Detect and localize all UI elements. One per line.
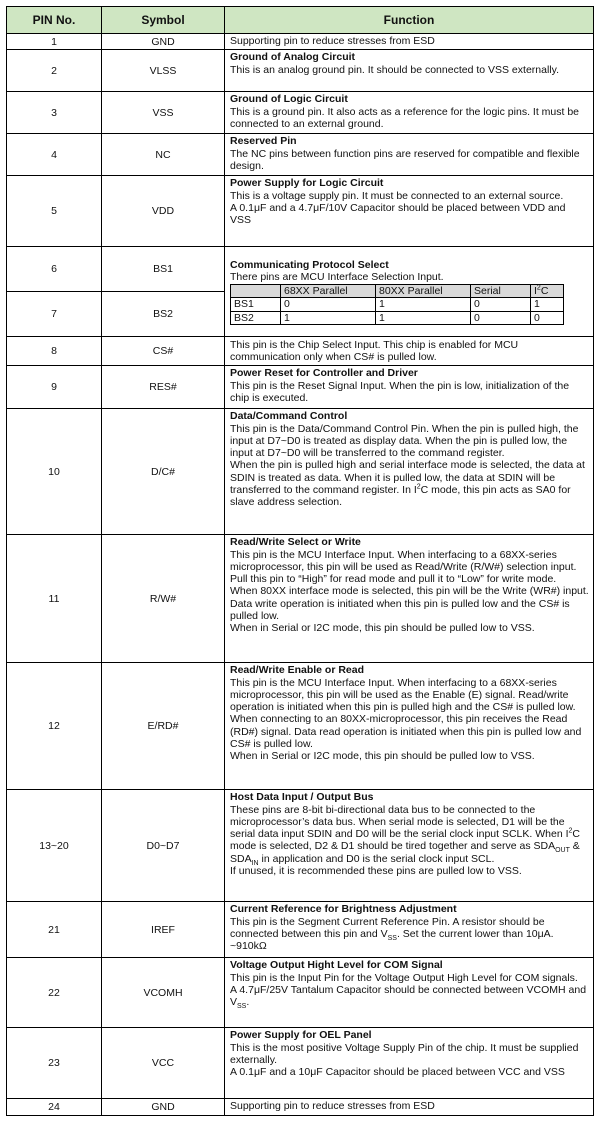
pin-function [225,1099,594,1115]
superscript: 2 [536,284,541,292]
pin-symbol: NC [102,134,225,176]
function-title: Power Supply for OEL Panel [230,1029,372,1042]
table-row [7,34,594,50]
pin-function [225,1028,594,1099]
pin-number: 11 [7,535,102,663]
text-run: . [246,996,250,1009]
pin-number: 22 [7,958,102,1028]
function-text: If unused, it is recommended these pins are pulled low to VSS. [230,865,522,878]
pin-number: 5 [7,176,102,247]
pin-function [225,790,594,902]
function-text: A 0.1μF and a 4.7μF/10V Capacitor should be placed between VDD and VSS [230,201,566,227]
bus-select-header: Serial [471,285,531,298]
text-run: C mode, this pin acts as SA0 for slave address selection. [230,484,571,509]
bus-select-table [230,284,564,325]
table-row [7,1099,594,1115]
pin-number: 1 [7,34,102,50]
pin-function-table [6,6,594,1116]
pin-symbol: BS2 [102,292,225,337]
pin-number: 2 [7,50,102,92]
header-pin-no: PIN No. [7,7,102,34]
pin-symbol: E/RD# [102,663,225,790]
function-text: A 0.1μF and a 10μF Capacitor should be placed between VCC and VSS [230,1066,565,1079]
function-text: This pin is the Chip Select Input. This chip is enabled for MCU communication only when CS# is pulled low. [230,338,519,363]
function-title: Reserved Pin [230,135,297,148]
function-title: Voltage Output Hight Level for COM Signal [230,959,443,972]
bus-select-cell: 1 [376,298,471,311]
function-text: There pins are MCU Interface Selection Input. [230,270,444,283]
text-run: These pins are 8-bit bi-directional data bus to be connected to the microprocessor’s data bus. When serial mode is selected, D1 will be the serial data input SDIN and D0 will be the serial clock input SCLK. When I [230,803,569,841]
table-row [7,366,594,409]
pin-number: 12 [7,663,102,790]
function-text [230,459,589,508]
bus-select-header-row [231,285,564,298]
bus-select-cell: 1 [531,298,564,311]
pin-function [225,92,594,134]
pin-table-container [6,6,594,1133]
superscript: 2 [416,483,421,491]
pin-function [225,409,594,535]
pin-function [225,663,594,790]
text-run: A 4.7μF/25V Tantalum Capacitor should be connected between VCOMH and V [230,983,587,1009]
table-row [7,176,594,247]
table-row [7,958,594,1028]
function-text: This pin is the Data/Command Control Pin. When the pin is pulled high, the input at D7~D0 is treated as display data. When the pin is pulled low, the input at D7~D0 will be transferred to the command register. [230,422,579,460]
function-title: Ground of Analog Circuit [230,51,356,64]
text-run: . Set the current lower than 10μA. ~910kΩ [230,927,554,953]
function-text: The NC pins between function pins are reserved for compatible and flexible design. [230,147,580,172]
bus-select-header [531,285,564,298]
pin-number: 21 [7,902,102,958]
function-title: Power Reset for Controller and Driver [230,367,418,380]
pin-symbol: D0~D7 [102,790,225,902]
function-text: Supporting pin to reduce stresses from ESD [230,1100,435,1113]
pin-number: 3 [7,92,102,134]
header-function: Function [225,7,594,34]
pin-symbol: VSS [102,92,225,134]
pin-symbol: BS1 [102,247,225,292]
text-run: This pin is the Segment Current Reference Pin. A resistor should be connected between this pin and V [230,915,545,940]
function-title: Power Supply for Logic Circuit [230,177,384,190]
table-header-row [7,7,594,34]
pin-number: 13~20 [7,790,102,902]
function-title: Ground of Logic Circuit [230,93,348,106]
bus-select-cell: 1 [281,311,376,324]
table-row [7,409,594,535]
bus-select-row [231,298,564,311]
function-text: When 80XX interface mode is selected, this pin will be the Write (WR#) input. Data write operation is initiated when this pin is pulled low and the CS# is pulled low. [230,585,589,623]
pin-symbol: GND [102,34,225,50]
text-run: & SDA [230,840,580,865]
pin-symbol: VDD [102,176,225,247]
function-text: This is an analog ground pin. It should be connected to VSS externally. [230,63,560,76]
function-text [230,916,589,953]
pin-function [225,902,594,958]
function-text: This is the most positive Voltage Supply Pin of the chip. It must be supplied externally. [230,1041,579,1066]
pin-function [225,535,594,663]
function-text: This pin is the MCU Interface Input. When interfacing to a 68XX-series microprocessor, this pin will be used as Read/Write (R/W#) selection input. Pull this pin to “High” for read mode and pull it to “Low” for write mode. [230,548,577,586]
bus-select-cell: 1 [376,311,471,324]
pin-symbol: R/W# [102,535,225,663]
function-title: Read/Write Enable or Read [230,664,365,677]
text-run: in application and D0 is the serial clock input SCL. [258,852,495,865]
function-title: Data/Command Control [230,410,348,423]
bus-select-header [231,285,281,298]
function-text: This is a voltage supply pin. It must be connected to an external source. [230,189,564,202]
function-title: Current Reference for Brightness Adjustment [230,903,457,916]
subscript: IN [251,859,259,867]
pin-symbol: CS# [102,337,225,366]
pin-number: 23 [7,1028,102,1099]
pin-symbol: D/C# [102,409,225,535]
subscript: OUT [555,847,570,855]
function-title: Communicating Protocol Select [230,258,389,271]
pin-number: 9 [7,366,102,409]
pin-function [225,958,594,1028]
header-symbol: Symbol [102,7,225,34]
pin-symbol: VLSS [102,50,225,92]
table-row [7,134,594,176]
bus-select-row [231,311,564,324]
bus-select-cell: BS1 [231,298,281,311]
bus-select-cell: 0 [471,311,531,324]
bus-select-header: 80XX Parallel [376,285,471,298]
function-text: When in Serial or I2C mode, this pin should be pulled low to VSS. [230,622,535,635]
pin-symbol: VCC [102,1028,225,1099]
table-row [7,902,594,958]
table-row [7,535,594,663]
bus-select-header-text: C [540,285,549,298]
table-row [7,50,594,92]
pin-function [225,34,594,50]
function-text [230,804,589,865]
pin-function [225,337,594,366]
text-run: C mode is selected, D2 & D1 should be tired together and serve as SDA [230,828,580,853]
text-run: When the pin is pulled high and serial interface mode is selected, the data at SDIN is treated as data. When it is pulled low, the data at SDIN will be transferred to the command register. In I [230,459,585,497]
pin-function [225,50,594,92]
bus-select-cell: 0 [471,298,531,311]
table-row [7,92,594,134]
function-text: This pin is the MCU Interface Input. When interfacing to a 68XX-series microprocessor, this pin will be used as the Enable (E) signal. Read/write operation is initiated when this pin is pulled high and the CS# is pulled low. [230,676,576,714]
pin-number: 6 [7,247,102,292]
function-text: This pin is the Reset Signal Input. When the pin is low, initialization of the chip is executed. [230,379,570,404]
superscript: 2 [568,827,573,835]
bus-select-cell: BS2 [231,311,281,324]
function-text: This is a ground pin. It also acts as a reference for the logic pins. It must be connected to an external ground. [230,105,580,130]
table-row [7,1028,594,1099]
subscript: SS [237,1003,247,1011]
pin-function [225,176,594,247]
function-text: This pin is the Input Pin for the Voltage Output High Level for COM signals. [230,971,578,984]
function-text: When in Serial or I2C mode, this pin should be pulled low to VSS. [230,750,535,763]
function-text: Supporting pin to reduce stresses from ESD [230,35,435,47]
pin-number: 24 [7,1099,102,1115]
pin-function [225,134,594,176]
pin-symbol: VCOMH [102,958,225,1028]
subscript: SS [387,934,397,942]
table-row [7,663,594,790]
pin-function [225,247,594,337]
function-title: Host Data Input / Output Bus [230,791,374,804]
pin-symbol: RES# [102,366,225,409]
function-text [230,984,589,1009]
pin-number: 10 [7,409,102,535]
function-title: Read/Write Select or Write [230,536,361,549]
table-row [7,337,594,366]
pin-number: 8 [7,337,102,366]
pin-number: 7 [7,292,102,337]
pin-number: 4 [7,134,102,176]
function-text: When connecting to an 80XX-microprocessor, this pin receives the Read (RD#) signal. Data read operation is initiated when this pin is pulled low and CS# is pulled low. [230,713,582,751]
bus-select-header: 68XX Parallel [281,285,376,298]
pin-symbol: IREF [102,902,225,958]
bus-select-header-text: I [534,285,537,298]
table-row [7,790,594,902]
pin-function [225,366,594,409]
bus-select-cell: 0 [531,311,564,324]
table-row [7,247,594,292]
pin-symbol: GND [102,1099,225,1115]
bus-select-cell: 0 [281,298,376,311]
